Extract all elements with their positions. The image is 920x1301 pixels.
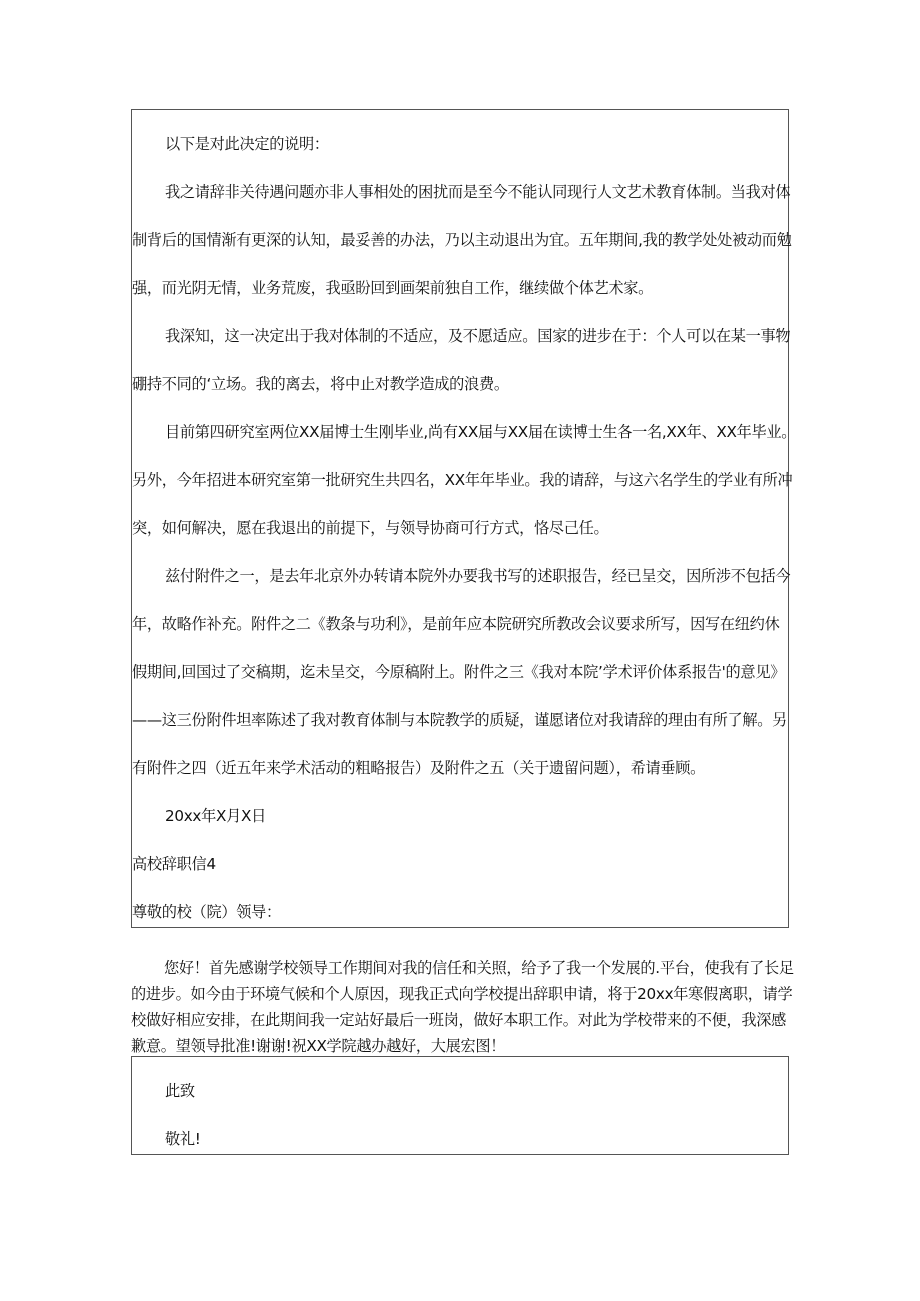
paragraph-line: 我之请辞非关待遇问题亦非人事相处的困扰而是至今不能认同现行人文艺术教育体制。当我对体 bbox=[165, 183, 791, 201]
date-line: 20xx年X月X日 bbox=[165, 807, 266, 825]
paragraph-line: 假期间,回国过了交稿期，迄未呈交，今原稿附上。附件之三《我对本院’学术评价体系报告'的意见》 bbox=[132, 663, 786, 681]
paragraph-line: 强，而光阴无情，业务荒废，我亟盼回到画架前独自工作，继续做个体艺术家。 bbox=[132, 279, 654, 297]
paragraph-line: 有附件之四（近五年来学术活动的粗略报告）及附件之五（关于遗留问题），希请垂顾。 bbox=[132, 759, 706, 777]
paragraph-line: 目前第四研究室两位XX届博士生刚毕业,尚有XX届与XX届在读博士生各一名,XX年、XX年毕业。 bbox=[165, 423, 797, 441]
closing-box bbox=[131, 1056, 789, 1155]
paragraph-line: 突，如何解决，愿在我退出的前提下，与领导协商可行方式，恪尽己任。 bbox=[132, 519, 609, 537]
paragraph-line: ——这三份附件坦率陈述了我对教育体制与本院教学的质疑，谨愿诸位对我请辞的理由有所了解。另 bbox=[132, 711, 788, 729]
paragraph-line: 我深知，这一决定出于我对体制的不适应，及不愿适应。国家的进步在于：个人可以在某一事物 bbox=[165, 327, 791, 345]
paragraph-line: 以下是对此决定的说明： bbox=[165, 135, 329, 153]
paragraph-line: 您好！首先感谢学校领导工作期间对我的信任和关照，给予了我一个发展的.平台，使我有了长足 bbox=[164, 959, 794, 977]
paragraph-line: 歉意。望领导批准!谢谢!祝XX学院越办越好，大展宏图！ bbox=[131, 1037, 506, 1055]
section-title: 高校辞职信4 bbox=[132, 855, 216, 873]
closing-line: 此致 bbox=[165, 1082, 195, 1100]
paragraph-line: 兹付附件之一，是去年北京外办转请本院外办要我书写的述职报告，经已呈交，因所涉不包括今 bbox=[165, 567, 791, 585]
closing-line: 敬礼! bbox=[165, 1130, 201, 1148]
salutation: 尊敬的校（院）领导： bbox=[132, 903, 281, 921]
letter-body-box bbox=[131, 109, 797, 928]
paragraph-line: 另外，今年招进本研究室第一批研究生共四名，XX年年毕业。我的请辞，与这六名学生的学业有所冲 bbox=[132, 471, 793, 489]
paragraph-line: 年，故略作补充。附件之二《教条与功利》，是前年应本院研究所教改会议要求所写，因写在纽约休 bbox=[132, 615, 780, 633]
paragraph-line: 制背后的国情渐有更深的认知，最妥善的办法，乃以主动退出为宜。五年期间,我的教学处处被动而勉 bbox=[132, 231, 792, 249]
paragraph-line: 硼持不同的‘立场。我的离去，将中止对教学造成的浪费。 bbox=[132, 375, 509, 393]
paragraph-line: 校做好相应安排，在此期间我一定站好最后一班岗，做好本职工作。对此为学校带来的不便，我深感 bbox=[131, 1011, 787, 1029]
paragraph-line: 的进步。如今由于环境气候和个人原因，现我正式向学校提出辞职申请，将于20xx年寒假离职，请学 bbox=[131, 985, 793, 1003]
